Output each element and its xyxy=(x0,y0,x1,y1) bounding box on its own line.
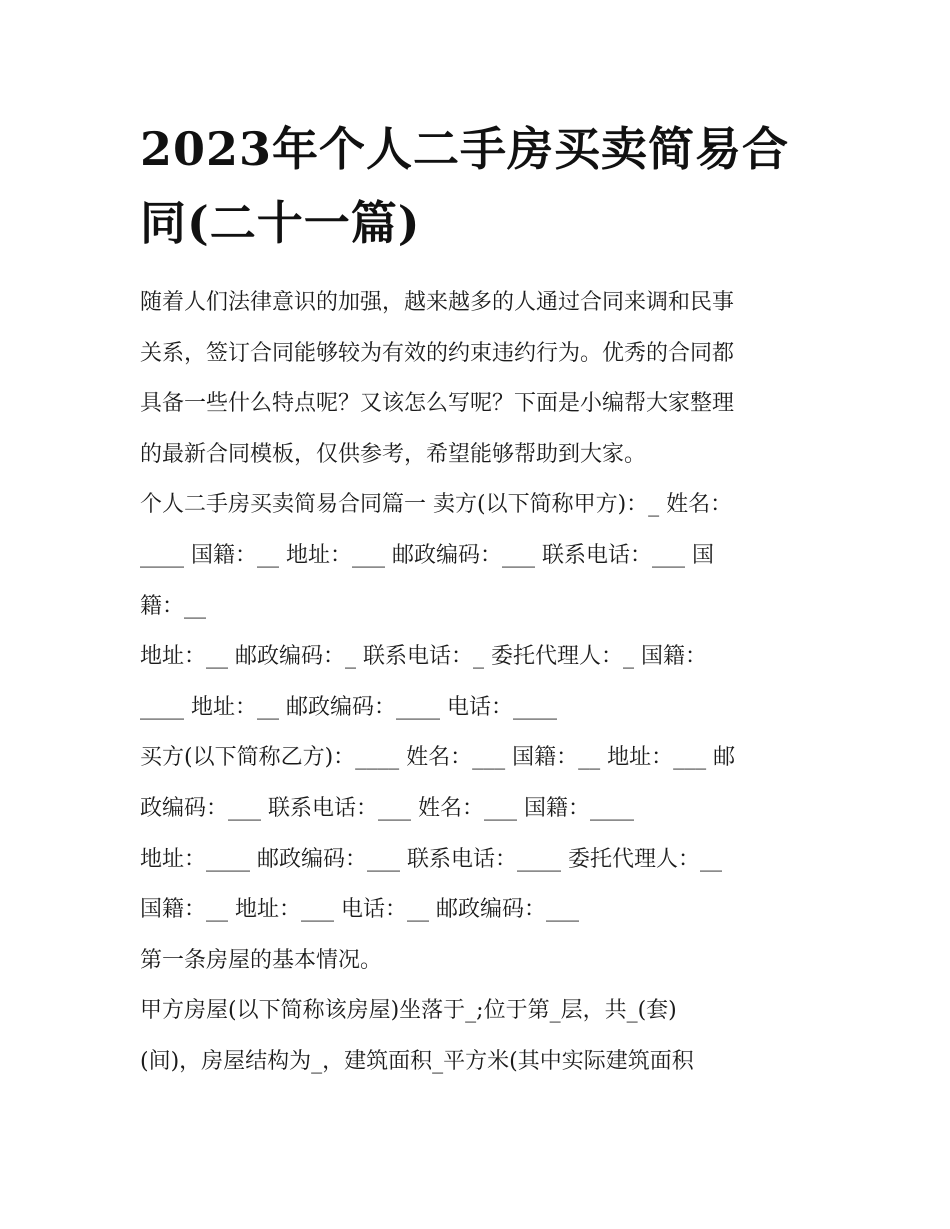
text-line: ____ 国籍：__ 地址：___ 邮政编码：___ 联系电话：___ 国 xyxy=(140,542,714,568)
article-one-heading xyxy=(140,936,820,987)
text-line: (间)，房屋结构为_，建筑面积_平方米(其中实际建筑面积 xyxy=(140,1048,694,1074)
seller-agent-paragraph xyxy=(140,632,820,733)
text-line: 买方(以下简称乙方)：____ 姓名：___ 国籍：__ 地址：___ 邮 xyxy=(140,745,736,771)
property-paragraph xyxy=(140,986,820,1087)
title-line: 同(二十一篇) xyxy=(140,196,421,250)
buyer-agent-paragraph xyxy=(140,835,820,936)
document-title xyxy=(140,112,820,260)
text-line: 随着人们法律意识的加强，越来越多的人通过合同来调和民事 xyxy=(140,290,735,315)
text-line: 甲方房屋(以下简称该房屋)坐落于_;位于第_层，共_(套) xyxy=(140,998,677,1024)
text-line: 地址：__ 邮政编码：_ 联系电话：_ 委托代理人：_ 国籍： xyxy=(140,644,707,670)
document-page xyxy=(140,112,820,1088)
seller-paragraph xyxy=(140,480,820,632)
buyer-paragraph xyxy=(140,733,820,834)
text-line: 籍：__ xyxy=(140,593,207,619)
text-line: ____ 地址：__ 邮政编码：____ 电话：____ xyxy=(140,694,557,720)
title-line: 2023年个人二手房买卖简易合 xyxy=(140,122,790,176)
text-line: 个人二手房买卖简易合同篇一 卖方(以下简称甲方)：_ 姓名： xyxy=(140,492,733,518)
text-line: 关系，签订合同能够较为有效的约束违约行为。优秀的合同都 xyxy=(140,340,735,366)
text-line: 政编码：___ 联系电话：___ 姓名：___ 国籍：____ xyxy=(140,795,634,821)
text-line: 的最新合同模板，仅供参考，希望能够帮助到大家。 xyxy=(140,441,647,467)
text-line: 国籍：__ 地址：___ 电话：__ 邮政编码：___ xyxy=(140,897,579,923)
text-line: 具备一些什么特点呢？又该怎么写呢？下面是小编帮大家整理 xyxy=(140,391,735,417)
intro-paragraph xyxy=(140,278,820,480)
text-line: 地址：____ 邮政编码：___ 联系电话：____ 委托代理人：__ xyxy=(140,846,722,872)
document-body xyxy=(140,278,820,1088)
text-line: 第一条房屋的基本情况。 xyxy=(140,947,383,973)
